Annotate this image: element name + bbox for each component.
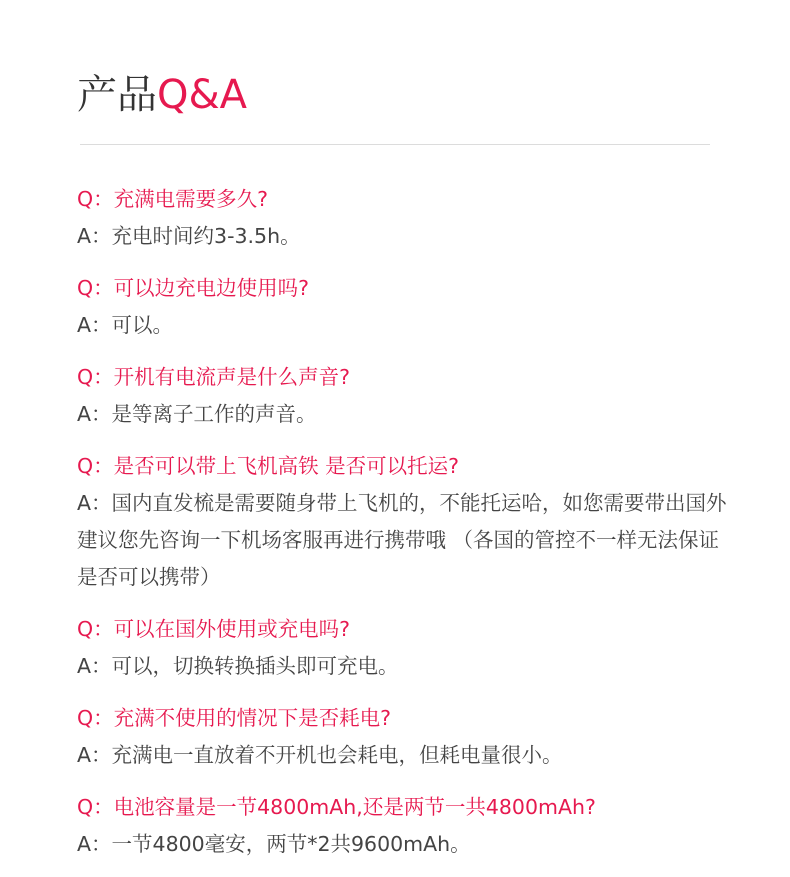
question-text: 是否可以带上飞机高铁 是否可以托运? (113, 454, 460, 478)
question-text: 可以边充电边使用吗? (113, 276, 310, 300)
answer-prefix: A： (77, 832, 112, 856)
answer (77, 307, 727, 344)
question (77, 270, 727, 307)
question (77, 181, 727, 218)
answer (77, 485, 727, 596)
answer-prefix: A： (77, 654, 112, 678)
question (77, 359, 727, 396)
answer-text: 可以。 (111, 313, 174, 337)
question-text: 开机有电流声是什么声音? (113, 365, 351, 389)
answer-text: 一节4800毫安，两节*2共9600mAh。 (111, 832, 471, 856)
qa-item (77, 448, 727, 596)
qa-item (77, 359, 727, 433)
question-text: 充满不使用的情况下是否耗电? (113, 706, 392, 730)
answer (77, 648, 727, 685)
page-title-main: 产品 (77, 72, 157, 118)
answer-prefix: A： (77, 313, 112, 337)
question (77, 448, 727, 485)
question-prefix: Q： (77, 706, 114, 730)
question (77, 700, 727, 737)
question (77, 789, 727, 826)
qa-item (77, 181, 727, 255)
answer-text: 国内直发梳是需要随身带上飞机的，不能托运哈，如您需要带出国外建议您先咨询一下机场客服再进行携带哦 （各国的管控不一样无法保证是否可以携带） (77, 491, 727, 589)
question-text: 充满电需要多久? (113, 187, 269, 211)
qa-list (77, 181, 727, 877)
question-prefix: Q： (77, 365, 114, 389)
question-prefix: Q： (77, 276, 114, 300)
answer-text: 可以，切换转换插头即可充电。 (111, 654, 399, 678)
answer (77, 737, 727, 774)
page-title (77, 70, 247, 120)
page-title-accent: Q&A (157, 72, 248, 118)
answer-text: 是等离子工作的声音。 (111, 402, 317, 426)
qa-item (77, 700, 727, 774)
answer-prefix: A： (77, 402, 112, 426)
answer-prefix: A： (77, 491, 112, 515)
question-prefix: Q： (77, 187, 114, 211)
question-text: 可以在国外使用或充电吗? (113, 617, 351, 641)
qa-item (77, 611, 727, 685)
question-prefix: Q： (77, 454, 114, 478)
answer-prefix: A： (77, 743, 112, 767)
title-divider (80, 144, 710, 145)
question-prefix: Q： (77, 795, 114, 819)
answer-text: 充满电一直放着不开机也会耗电，但耗电量很小。 (111, 743, 563, 767)
question-prefix: Q： (77, 617, 114, 641)
answer-prefix: A： (77, 224, 112, 248)
answer (77, 396, 727, 433)
qa-item (77, 270, 727, 344)
answer-text: 充电时间约3-3.5h。 (111, 224, 301, 248)
answer (77, 826, 727, 863)
question-text: 电池容量是一节4800mAh,还是两节一共4800mAh? (113, 795, 596, 819)
answer (77, 218, 727, 255)
qa-item (77, 789, 727, 863)
question (77, 611, 727, 648)
